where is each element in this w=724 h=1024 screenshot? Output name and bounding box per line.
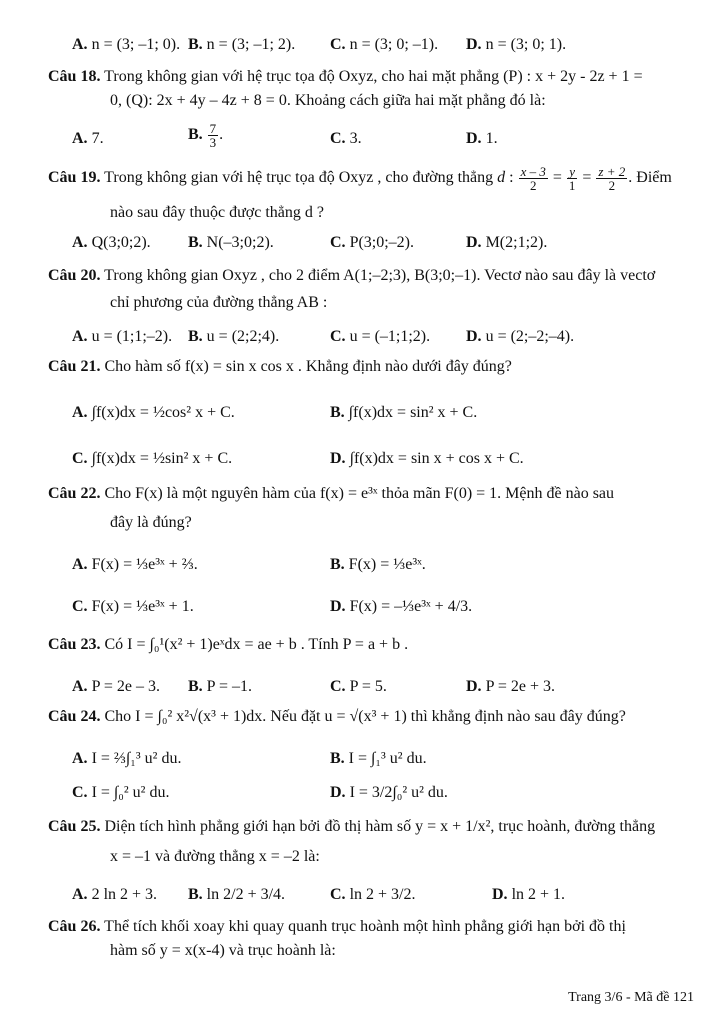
q19-option-d: D. M(2;1;2). xyxy=(466,234,548,251)
q22-option-d: D. F(x) = –⅓e³ˣ + 4/3. xyxy=(330,598,473,615)
q18-option-d: D. 1. xyxy=(466,130,498,147)
q23-option-d: D. P = 2e + 3. xyxy=(466,678,556,695)
q23-option-c: C. P = 5. xyxy=(330,678,387,695)
q21-option-d: D. ∫f(x)dx = sin x + cos x + C. xyxy=(330,450,524,467)
q19-option-b: B. N(–3;0;2). xyxy=(188,234,274,251)
q21-option-b: B. ∫f(x)dx = sin² x + C. xyxy=(330,404,478,421)
page-footer: Trang 3/6 - Mã đề 121 xyxy=(568,990,694,1005)
q25-option-a: A. 2 ln 2 + 3. xyxy=(72,886,158,903)
q25-option-c: C. ln 2 + 3/2. xyxy=(330,886,416,903)
q21-option-c: C. ∫f(x)dx = ½sin² x + C. xyxy=(72,450,233,467)
q25-option-b: B. ln 2/2 + 3/4. xyxy=(188,886,286,903)
q24-option-b: B. I = ∫₁³ u² du. xyxy=(330,750,427,767)
q21-option-a: A. ∫f(x)dx = ½cos² x + C. xyxy=(72,404,235,421)
q17-option-c: C. n = (3; 0; –1). xyxy=(330,36,439,53)
question-22: Câu 22. Cho F(x) là một nguyên hàm của f(x) = e³ˣ thỏa mãn F(0) = 1. Mệnh đề nào sau xyxy=(48,485,615,502)
q25-option-d: D. ln 2 + 1. xyxy=(492,886,566,903)
question-21: Câu 21. Cho hàm số f(x) = sin x cos x . Khẳng định nào dưới đây đúng? xyxy=(48,358,512,375)
question-20: Câu 20. Trong không gian Oxyz , cho 2 điểm A(1;–2;3), B(3;0;–1). Vectơ nào sau đây là vectơ xyxy=(48,267,656,284)
q20-option-b: B. u = (2;2;4). xyxy=(188,328,280,345)
q18-option-c: C. 3. xyxy=(330,130,362,147)
question-18: Câu 18. Trong không gian với hệ trục tọa độ Oxyz, cho hai mặt phẳng (P) : x + 2y - 2z + 1 = xyxy=(48,68,643,85)
question-24: Câu 24. Cho I = ∫₀² x²√(x³ + 1)dx. Nếu đặt u = √(x³ + 1) thì khẳng định nào sau đây đúng? xyxy=(48,708,626,725)
q23-option-a: A. P = 2e – 3. xyxy=(72,678,160,695)
q19-option-a: A. Q(3;0;2). xyxy=(72,234,151,251)
q17-option-d: D. n = (3; 0; 1). xyxy=(466,36,567,53)
question-23: Câu 23. Có I = ∫₀¹(x² + 1)eˣdx = ae + b . Tính P = a + b . xyxy=(48,636,409,653)
question-18-cont: 0, (Q): 2x + 4y – 4z + 8 = 0. Khoảng cách giữa hai mặt phẳng đó là: xyxy=(110,92,546,109)
question-26-cont: hàm số y = x(x-4) và trục hoành là: xyxy=(110,942,336,959)
q23-option-b: B. P = –1. xyxy=(188,678,252,695)
question-19-cont: nào sau đây thuộc được thẳng d ? xyxy=(110,204,324,221)
question-25-cont: x = –1 và đường thẳng x = –2 là: xyxy=(110,848,320,865)
q17-option-a: A. n = (3; –1; 0). xyxy=(72,36,181,53)
q19-option-c: C. P(3;0;–2). xyxy=(330,234,415,251)
q18-option-b: B. $\frac{7}{3}$ . xyxy=(188,121,224,150)
q22-option-c: C. F(x) = ⅓e³ˣ + 1. xyxy=(72,598,194,615)
q24-option-a: A. I = ⅔∫₁³ u² du. xyxy=(72,750,182,767)
question-25: Câu 25. Diện tích hình phẳng giới hạn bởi đồ thị hàm số y = x + 1/x², trục hoành, đường thẳng xyxy=(48,818,656,835)
question-20-cont: chỉ phương của đường thẳng AB : xyxy=(110,294,328,311)
q24-option-d: D. I = 3/2∫₀² u² du. xyxy=(330,784,448,801)
q18-option-a: A. 7. xyxy=(72,130,104,147)
q17-option-b: B. n = (3; –1; 2). xyxy=(188,36,296,53)
question-19: Câu 19. Trong không gian với hệ trục tọa độ Oxyz , cho đường thẳng d : $\frac{x - 3}{2}$ = $\frac{y}{1}$ = $\frac{z + 2}{2}$ . Điểm xyxy=(48,164,672,193)
question-26: Câu 26. Thể tích khối xoay khi quay quanh trục hoành một hình phẳng giới hạn bởi đồ thị xyxy=(48,918,626,935)
q20-option-c: C. u = (–1;1;2). xyxy=(330,328,431,345)
q22-option-b: B. F(x) = ⅓e³ˣ. xyxy=(330,556,426,573)
question-22-cont: đây là đúng? xyxy=(110,514,192,531)
q24-option-c: C. I = ∫₀² u² du. xyxy=(72,784,170,801)
q20-option-a: A. u = (1;1;–2). xyxy=(72,328,173,345)
q22-option-a: A. F(x) = ⅓e³ˣ + ⅔. xyxy=(72,556,198,573)
q20-option-d: D. u = (2;–2;–4). xyxy=(466,328,575,345)
